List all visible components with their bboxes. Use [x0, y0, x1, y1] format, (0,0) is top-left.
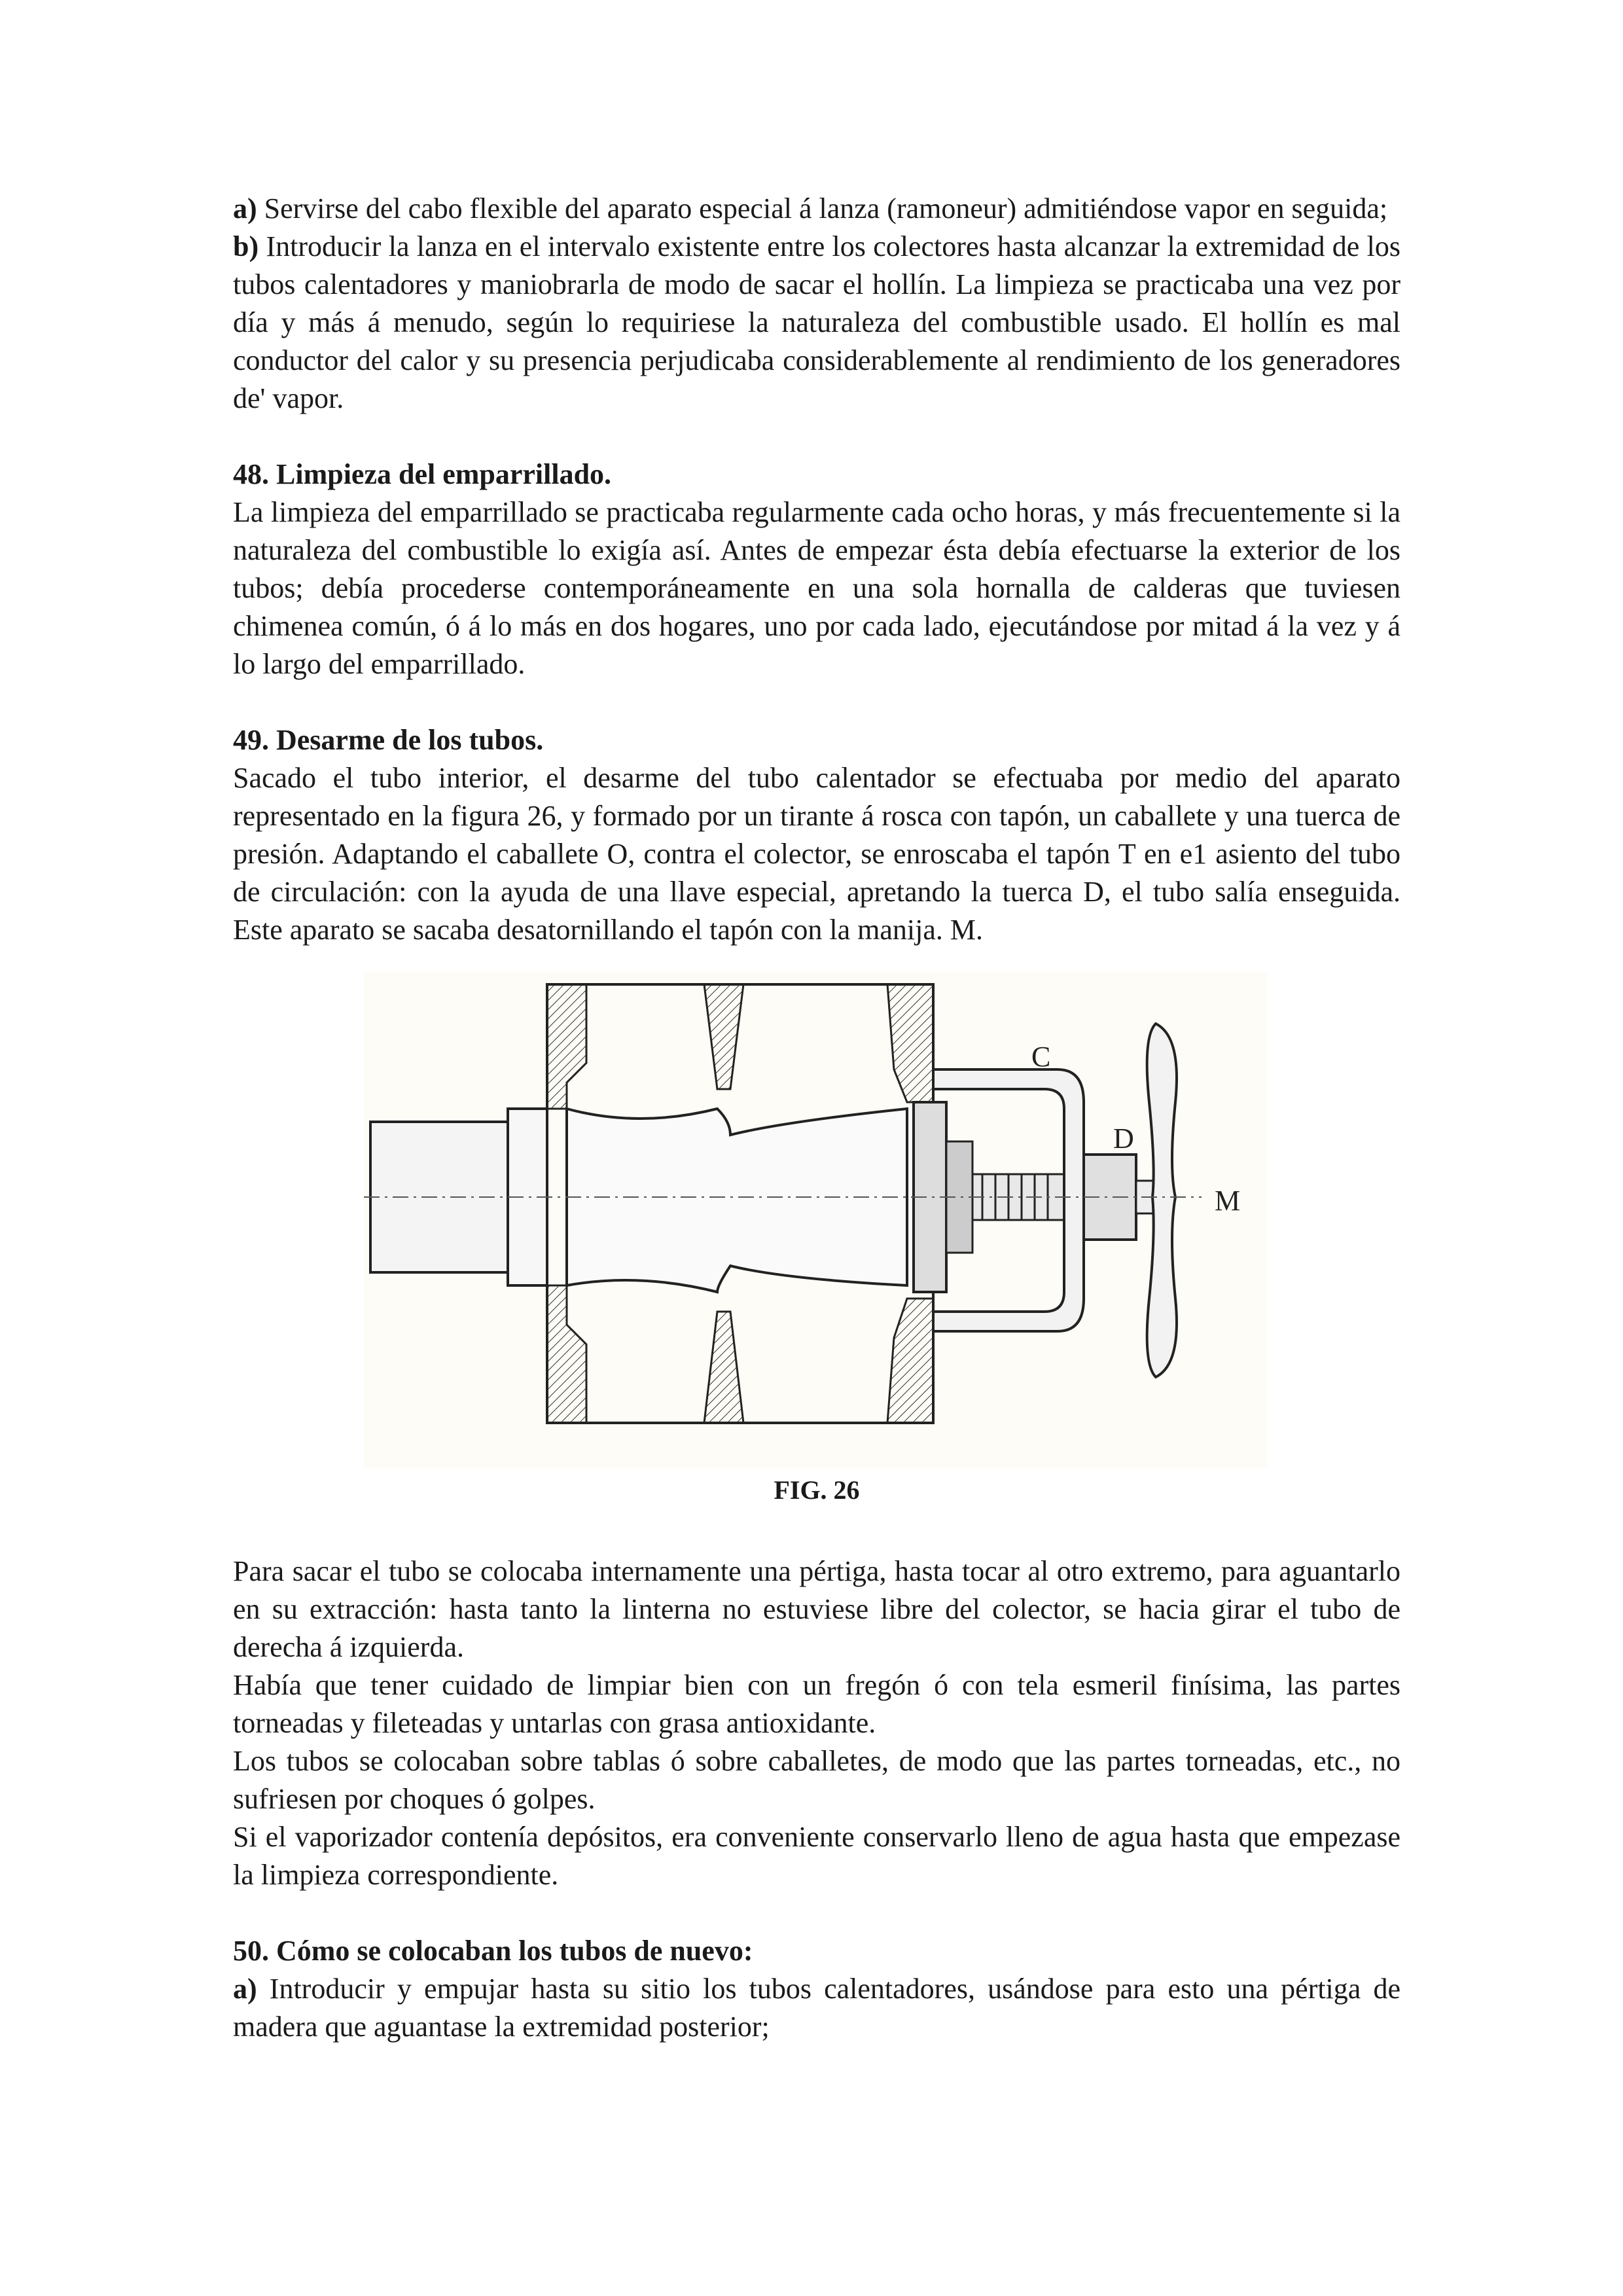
section-48-body: La limpieza del emparrillado se practicaba regularmente cada ocho horas, y más frecuentemente si la naturaleza del combustible lo exigía así. Antes de empezar ésta debía efectuarse la exterior de los tubos; debía procederse contemporáneamente en una sola hornalla de calderas que tuviesen chimenea común, ó á lo más en dos hogares, uno por cada lado, ejecutándose por mitad á la vez y á lo largo del emparrillado. — [233, 496, 1400, 680]
paragraph-text: Introducir la lanza en el intervalo existente entre los colectores hasta alcanzar la extremidad de los tubos calentadores y maniobrarla de modo de sacar el hollín. La limpieza se practicaba una vez por día y más á menudo, según lo requiriese la naturaleza del combustible usado. El hollín es mal conductor del calor y su presencia perjudicaba considerablemente al rendimiento de los generadores de' vapor. — [233, 230, 1400, 414]
label-d: D — [1113, 1122, 1134, 1155]
section-50-heading: 50. Cómo se colocaban los tubos de nuevo: — [233, 1935, 753, 1967]
item-label: a) — [233, 1973, 257, 2005]
item-label: b) — [233, 230, 259, 262]
after-figure-paragraph: Había que tener cuidado de limpiar bien con un fregón ó con tela esmeril finísima, las partes torneadas y fileteadas y untarlas con grasa antioxidante. — [233, 1669, 1400, 1739]
figure-26 — [233, 971, 1400, 1469]
section-49-heading: 49. Desarme de los tubos. — [233, 724, 544, 756]
section-49-body: Sacado el tubo interior, el desarme del tubo calentador se efectuaba por medio del aparato representado en la figura 26, y formado por un tirante á rosca con tapón, un caballete y una tuerca de presión. Adaptando el caballete O, contra el colector, se enroscaba el tapón T en e1 asiento del tubo de circulación: con la ayuda de una llave especial, apretando la tuerca D, el tubo salía enseguida. Este aparato se sacaba desatornillando el tapón con la manija. M. — [233, 762, 1400, 946]
after-figure-paragraph: Si el vaporizador contenía depósitos, era conveniente conservarlo lleno de agua hasta que empezase la limpieza correspondiente. — [233, 1821, 1400, 1891]
document-page — [233, 190, 1400, 2046]
after-figure-paragraph: Los tubos se colocaban sobre tablas ó sobre caballetes, de modo que las partes torneadas, etc., no sufriesen por choques ó golpes. — [233, 1745, 1400, 1815]
section-48-heading: 48. Limpieza del emparrillado. — [233, 458, 612, 490]
paragraph-text: Servirse del cabo flexible del aparato especial á lanza (ramoneur) admitiéndose vapor en seguida; — [257, 192, 1388, 224]
paragraph-b — [233, 228, 1400, 418]
after-figure-paragraph: Para sacar el tubo se colocaba internamente una pértiga, hasta tocar al otro extremo, para aguantarlo en su extracción: hasta tanto la linterna no estuviese libre del colector, se hacia girar el tubo de derecha á izquierda. — [233, 1555, 1400, 1663]
paragraph-a — [233, 190, 1400, 228]
label-c: C — [1031, 1041, 1051, 1073]
paragraph-text: Introducir y empujar hasta su sitio los tubos calentadores, usándose para esto una pértiga de madera que aguantase la extremidad posterior; — [233, 1973, 1400, 2043]
item-label: a) — [233, 192, 257, 224]
figure-caption: FIG. 26 — [774, 1475, 860, 1505]
tube-extractor-illustration — [364, 971, 1267, 1469]
section-50-item-a — [233, 1970, 1400, 2046]
label-m: M — [1215, 1185, 1241, 1217]
